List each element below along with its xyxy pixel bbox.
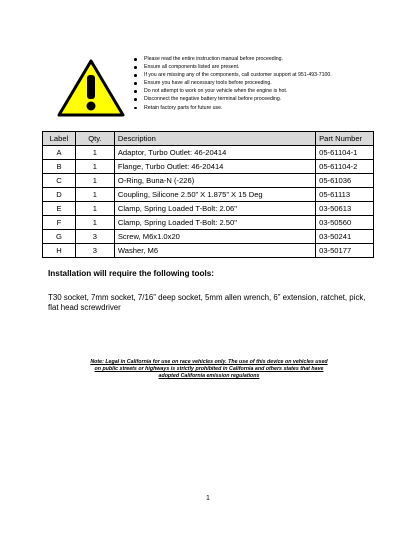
header-label: Label xyxy=(43,132,76,146)
parts-table xyxy=(42,131,374,258)
cell-part-number: 05-61113 xyxy=(316,188,374,202)
tools-list: T30 socket, 7mm socket, 7/16” deep socket, 5mm allen wrench, 6” extension, ratchet, pick, flat head screwdriver xyxy=(48,293,366,313)
cell-qty: 1 xyxy=(75,174,114,188)
cell-label: C xyxy=(43,174,76,188)
cell-part-number: 05-61036 xyxy=(316,174,374,188)
header-description: Description xyxy=(114,132,315,146)
cell-description: Flange, Turbo Outlet: 46-20414 xyxy=(114,160,315,174)
table-row xyxy=(43,201,374,215)
cell-part-number: 05-61104-1 xyxy=(316,146,374,160)
cell-qty: 1 xyxy=(75,188,114,202)
instruction-item: Ensure all components listed are present. xyxy=(132,63,382,71)
instruction-item: Disconnect the negative battery terminal before proceeding. xyxy=(132,95,382,103)
cell-label: G xyxy=(43,229,76,243)
cell-qty: 1 xyxy=(75,146,114,160)
instruction-item: Do not attempt to work on your vehicle when the engine is hot. xyxy=(132,87,382,95)
cell-qty: 3 xyxy=(75,229,114,243)
table-header-row xyxy=(43,132,374,146)
cell-part-number: 03-50560 xyxy=(316,215,374,229)
cell-label: D xyxy=(43,188,76,202)
table-row xyxy=(43,146,374,160)
cell-description: Adaptor, Turbo Outlet: 46-20414 xyxy=(114,146,315,160)
instruction-list xyxy=(132,55,382,112)
warning-triangle-icon xyxy=(56,58,126,118)
instruction-item: Ensure you have all necessary tools before proceeding. xyxy=(132,79,382,87)
cell-qty: 1 xyxy=(75,215,114,229)
table-row xyxy=(43,229,374,243)
table-row xyxy=(43,215,374,229)
instruction-item: Retain factory parts for future use. xyxy=(132,104,382,112)
cell-description: Clamp, Spring Loaded T-Bolt: 2.50" xyxy=(114,215,315,229)
cell-description: Washer, M6 xyxy=(114,243,315,257)
table-row xyxy=(43,188,374,202)
cell-description: Clamp, Spring Loaded T-Bolt: 2.06" xyxy=(114,201,315,215)
instruction-item: If you are missing any of the components, call customer support at 951-493-7100. xyxy=(132,71,382,79)
table-row xyxy=(43,243,374,257)
cell-part-number: 03-50241 xyxy=(316,229,374,243)
cell-qty: 1 xyxy=(75,160,114,174)
cell-description: Coupling, Silicone 2.50” X 1.875” X 15 Deg xyxy=(114,188,315,202)
tools-heading: Installation will require the following tools: xyxy=(48,269,215,278)
cell-part-number: 03-50613 xyxy=(316,201,374,215)
cell-label: H xyxy=(43,243,76,257)
header-part-number: Part Number xyxy=(316,132,374,146)
cell-qty: 1 xyxy=(75,201,114,215)
table-row xyxy=(43,160,374,174)
cell-label: F xyxy=(43,215,76,229)
cell-label: A xyxy=(43,146,76,160)
cell-label: E xyxy=(43,201,76,215)
table-row xyxy=(43,174,374,188)
instruction-item: Please read the entire instruction manual before proceeding. xyxy=(132,55,382,63)
header-qty: Qty. xyxy=(75,132,114,146)
cell-part-number: 03-50177 xyxy=(316,243,374,257)
cell-description: O-Ring, Buna-N (-226) xyxy=(114,174,315,188)
cell-description: Screw, M6x1.0x20 xyxy=(114,229,315,243)
cell-part-number: 05-61104-2 xyxy=(316,160,374,174)
cell-qty: 3 xyxy=(75,243,114,257)
cell-label: B xyxy=(43,160,76,174)
legal-note: Note: Legal in California for use on race vehicles only. The use of this device on vehicles used on public streets or highways is strictly prohibited in California and others states that have adopted California emission regulations xyxy=(90,359,328,380)
page-number: 1 xyxy=(206,495,210,502)
